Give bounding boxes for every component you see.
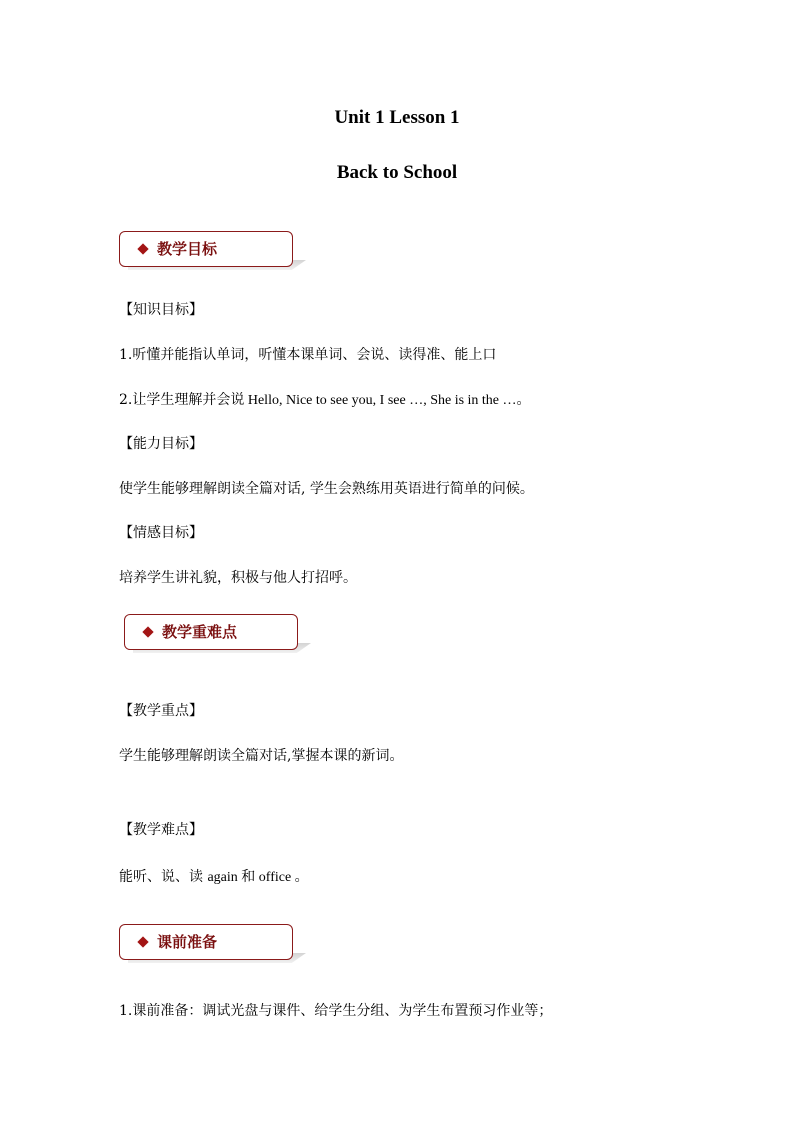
difficult-point-text <box>119 867 309 888</box>
diamond-bullet-icon <box>142 626 153 637</box>
section-label: 课前准备 <box>157 933 218 951</box>
ability-heading: 【能力目标】 <box>119 436 203 452</box>
knowledge-item-2-prefix: 2.让学生理解并会说 <box>119 392 245 408</box>
knowledge-item-2-suffix: 。 <box>516 392 531 408</box>
key-point-text: 学生能够理解朗读全篇对话,掌握本课的新词。 <box>119 748 404 764</box>
knowledge-item-2-english: Hello, Nice to see you, I see …, She is in the … <box>244 393 517 408</box>
section-header-prep <box>119 924 293 960</box>
section-label: 教学重难点 <box>162 623 238 641</box>
diamond-bullet-icon <box>137 243 148 254</box>
difficult-prefix: 能听、说、读 <box>119 869 208 885</box>
section-header-goals <box>119 231 293 267</box>
emotion-text: 培养学生讲礼貌，积极与他人打招呼。 <box>119 570 357 586</box>
ability-text: 使学生能够理解朗读全篇对话, 学生会熟练用英语进行简单的问候。 <box>119 481 534 497</box>
difficult-and: 和 <box>241 869 256 885</box>
difficult-suffix: 。 <box>294 869 309 885</box>
difficult-word-again: again <box>207 870 242 885</box>
emotion-heading: 【情感目标】 <box>119 525 203 541</box>
knowledge-item-1: 1.听懂并能指认单词，听懂本课单词、会说、读得准、能上口 <box>119 347 497 363</box>
diamond-bullet-icon <box>137 936 148 947</box>
prep-item-1: 1.课前准备：调试光盘与课件、给学生分组、为学生布置预习作业等； <box>119 1003 553 1019</box>
difficult-word-office: office <box>255 870 295 885</box>
lesson-title: Unit 1 Lesson 1 <box>334 107 460 128</box>
section-label: 教学目标 <box>157 240 218 258</box>
knowledge-item-2 <box>119 390 531 411</box>
key-point-heading: 【教学重点】 <box>119 703 203 719</box>
knowledge-heading: 【知识目标】 <box>119 302 203 318</box>
difficult-point-heading: 【教学难点】 <box>119 822 203 838</box>
section-header-focus <box>124 614 298 650</box>
lesson-subtitle: Back to School <box>336 162 458 183</box>
